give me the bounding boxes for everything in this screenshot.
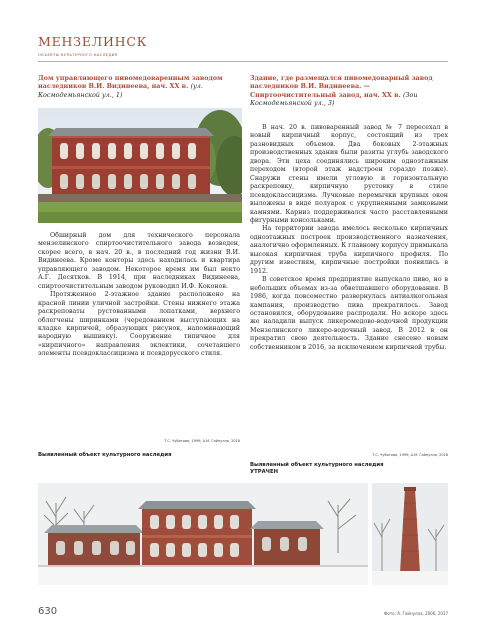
right-photo-caption: Т.С. Чубатова, 1999; А.М. Гайнулла, 2018 [372,453,448,457]
left-entry-heading [38,74,238,99]
right-paragraph-2: На территории завода имелось несколько кирпичных одноэтажных построек производственного назначения, аналогично оформленных. К главному корпусу примыкала высокая кирпичная труба кирпичного профиля. По другим известиям, кирпичные постройки появились в 1912. [250,225,449,275]
right-entry-heading [250,74,450,108]
left-heritage-status: Выявленный объект культурного наследия [38,452,172,458]
section-subtitle: ОБЪЕКТЫ КУЛЬТУРНОГО НАСЛЕДИЯ [38,53,118,57]
house-photo-illustration [38,108,242,223]
right-entry-body [250,124,448,352]
right-entry-title: Здание, где размещался пивомедоварный завод наследников В.И. Видинеева. — Спиртоочистительный завод, нач. XX в. [250,74,433,99]
left-entry-address: (ул. Космодемьянской ул., 1) [38,82,203,99]
left-paragraph-2: Протяженное 2-этажное здание расположено на красной линии уличной застройки. Стены нижнего этажа раскреповаты рустованными лопатками, верхнего облегчены ширинками (чередованием выступающих на кладке кирпичей, образующих рисунок, напоминающий народную вышивку). Сооружение типичное для «кирпичного» направления эклектики, сочетавшего элементы псевдоклассицизма и псевдорусского стиля. [38,291,240,358]
left-entry-body [38,232,240,359]
page-number: 630 [38,606,58,617]
left-paragraph-1: Обширный дом для технического персонала мензелинского спиртоочистительного завода возведен, скорее всего, в нач. 20 в., в последний год жизни В.И. Видинеева. Кроме конторы здесь находилась и квартира управляющего заводом. Некоторое время им был некто А.Г. Десятков. В 1914, при наследниках Видинеева, спиртоочистительным заводом руководил И.Ф. Коконов. [38,232,240,290]
right-heritage-status-line: Выявленный объект культурного наследия [250,462,384,468]
photo-credit: Фото: А. Гайнулла, 2006, 2017 [383,611,448,616]
chimney-photo-illustration [372,483,448,585]
section-title: МЕНЗЕЛИНСК [38,34,148,49]
right-paragraph-3: В советское время предприятие выпускало пиво, но в небольших объемах из-за обветшавшего оборудования. В 1986, когда повсеместно развернулась антиалкогольная кампания, производство пива прекратилось. Завод остановился, оборудование распродали. Но вскоре здесь же наладили выпуск ликеромедово-водочной продукции Мензелинского ликеро-водочный завод. В 2012 в он прекратил свою деятельность. Здание снесено новым собственником в 2016, за исключением кирпичной трубы. [250,276,448,351]
left-building-photo [38,108,242,223]
left-photo-caption: Т.С. Чубатова, 1999; А.М. Гайнулла, 2018 [164,439,240,443]
chimney-photo [372,483,448,585]
left-entry-title: Дом управляющего пивомедоваренным заводом наследников В.И. Видинеева, нач. XX в. [38,74,223,91]
factory-photo-illustration [38,483,368,585]
right-heritage-lost: УТРАЧЕН [250,469,279,476]
header-divider [38,61,448,62]
factory-photo [38,483,368,585]
right-heritage-status [250,462,460,477]
right-entry-address: (Зои Космодемьянской ул., 3) [250,90,418,108]
right-paragraph-1: В нач. 20 в. пивоваренный завод № 7 пересехал в новый кирпичный корпус, состоящий из трех разновидных объемов. Два боковых 2-этажных производственных здания были разиты углубь заводского двора. Эти цеха соединялись широким одноэтажным переходом (второй этаж надстроен гораздо позже). Снаружи стены имели угловую и горизонтальную раскреповку, кирпичную рустовку в стиле псевдоклассицизма. Лучковые перемычки крупных окон выложены в виде полуарок с укрупненными замковыми камнями. Карниз поддерживался часто расставленными фигурными консольками. [250,124,448,224]
